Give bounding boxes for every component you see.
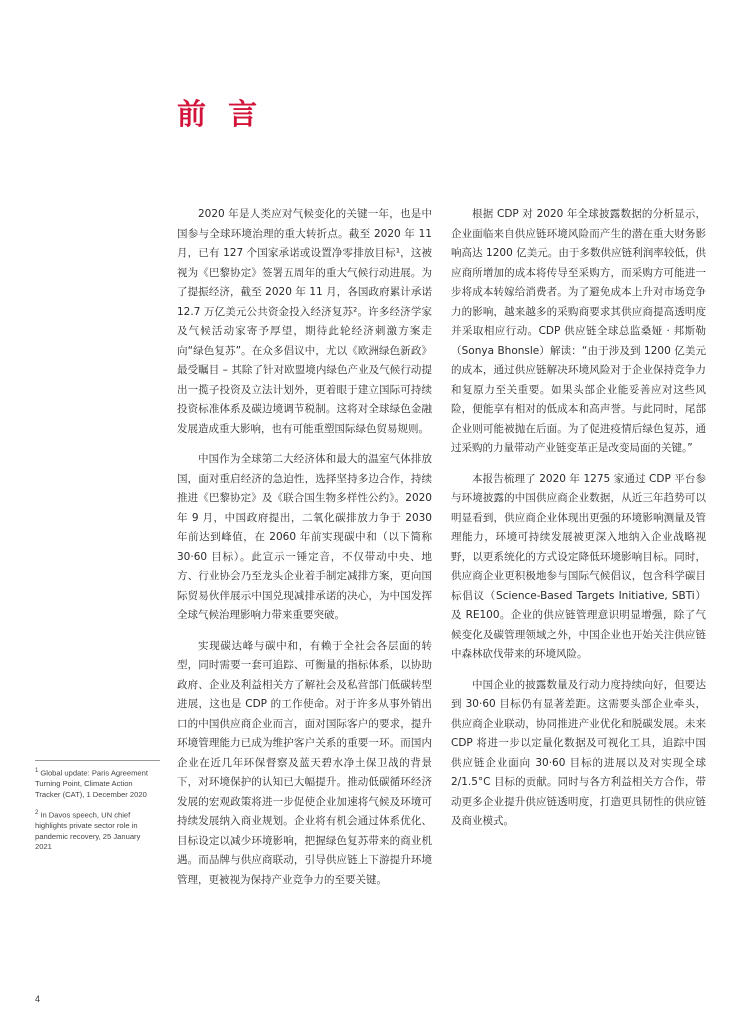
footnote-1 [35,766,155,800]
body-paragraph: 根据 CDP 对 2020 年全球披露数据的分析显示，企业面临来自供应链环境风险而产生的潜在重大财务影响高达 1200 亿美元。由于多数供应链利润率较低，供应商所增加的成本将传导至采购方，而采购方可能进一步将成本转嫁给消费者。为了避免成本上升对市场竞争力的影响，越来越多的采购商要求其供应商提高透明度并采取相应行动。CDP 供应链全球总监桑娅 · 邦斯勒（Sonya Bhonsle）解读：“由于涉及到 1200 亿美元的成本，通过供应链解决环境风险对于企业保持竞争力和复原力至关重要。如果头部企业能妥善应对这些风险，便能享有相对的低成本和高声誉。与此同时，尾部企业则可能被抛在后面。为了促进疫情后绿色复苏，通过采购的力量带动产业链变革正是改变局面的关键。” [451,208,706,454]
right-column [451,205,706,843]
footnote-marker: 2 [35,810,39,817]
left-column [177,205,432,901]
footnote-divider [35,760,160,761]
footnotes [35,766,155,861]
footnote-text: Global update: Paris Agreement Turning Point, Climate Action Tracker (CAT), 1 December 2020 [35,768,148,799]
body-paragraph: 本报告梳理了 2020 年 1275 家通过 CDP 平台参与环境披露的中国供应商企业数据，从近三年趋势可以明显看到，供应商企业体现出更强的环境影响测量及管理能力，环境可持续发展被更深入地纳入企业战略视野，以更系统化的方式设定降低环境影响目标。同时，供应商企业更积极地参与国际气候倡议，包含科学碳目标倡议（Science-Based Targets Initiative, SBTi）及 RE100。企业的供应链管理意识明显增强，除了气候变化及碳管理领域之外，中国企业也开始关注供应链中森林砍伐带来的环境风险。 [451,472,706,660]
body-paragraph: 实现碳达峰与碳中和，有赖于全社会各层面的转型，同时需要一套可追踪、可衡量的指标体系，以协助政府、企业及利益相关方了解社会及私营部门低碳转型进展，这也是 CDP 的工作使命。对于许多从事外销出口的中国供应商企业而言，面对国际客户的要求，提升环境管理能力已成为维护客户关系的重要一环。而国内企业在近几年环保督察及蓝天碧水净土保卫战的背景下，对环境保护的认知已大幅提升。推动低碳循环经济发展的宏观政策将进一步促使企业加速将气候及环境可持续发展纳入商业规划。企业将有机会通过体系优化、目标设定以减少环境影响，把握绿色复苏带来的商业机遇。而品牌与供应商联动，引导供应链上下游提升环境管理，更被视为保持产业竞争力的至要关键。 [177,639,432,886]
footnote-text: In Davos speech, UN chief highlights private sector role in pandemic recovery, 25 January 2021 [35,810,141,852]
body-paragraph: 中国作为全球第二大经济体和最大的温室气体排放国，面对重启经济的急迫性，选择坚持多边合作，持续推进《巴黎协定》及《联合国生物多样性公约》。2020 年 9 月，中国政府提出，二氧化碳排放力争于 2030 年前达到峰值，在 2060 年前实现碳中和（以下简称 30·60 目标）。此宣示一锤定音，不仅带动中央、地方、行业协会乃至龙头企业着手制定减排方案，更向国际贸易伙伴展示中国兑现减排承诺的决心，为中国发挥全球气候治理影响力带来重要突破。 [177,453,432,621]
footnote-2 [35,808,155,853]
page-title: 前 言 [177,97,264,131]
page-number: 4 [35,994,41,1004]
body-paragraph: 中国企业的披露数量及行动力度持续向好，但要达到 30·60 目标仍有显著差距。这需要头部企业牵头，供应商企业联动，协同推进产业优化和脱碳发展。未来 CDP 将进一步以定量化数据及可视化工具，追踪中国供应链企业面向 30·60 目标的进展以及对实现全球 2/1.5°C 目标的贡献。同时与各方利益相关方合作，带动更多企业提升供应链透明度，打造更具韧性的供应链及商业模式。 [451,678,706,827]
footnote-marker: 1 [35,768,39,774]
body-paragraph: 2020 年是人类应对气候变化的关键一年，也是中国参与全球环境治理的重大转折点。截至 2020 年 11 月，已有 127 个国家承诺或设置净零排放目标¹，这被视为《巴黎协定》签署五周年的重大气候行动进展。为了提振经济，截至 2020 年 11 月，各国政府累计承诺 12.7 万亿美元公共资金投入经济复苏²。许多经济学家及气候活动家寄予厚望，期待此轮经济刺激方案走向“绿色复苏”。在众多倡议中，尤以《欧洲绿色新政》最受瞩目 – 其除了针对欧盟境内绿色产业及气候行动提出一揽子投资及立法计划外，更着眼于建立国际可持续投资标准体系及碳边境调节税制。这将对全球绿色金融发展造成重大影响，也有可能重塑国际绿色贸易规则。 [177,208,432,435]
